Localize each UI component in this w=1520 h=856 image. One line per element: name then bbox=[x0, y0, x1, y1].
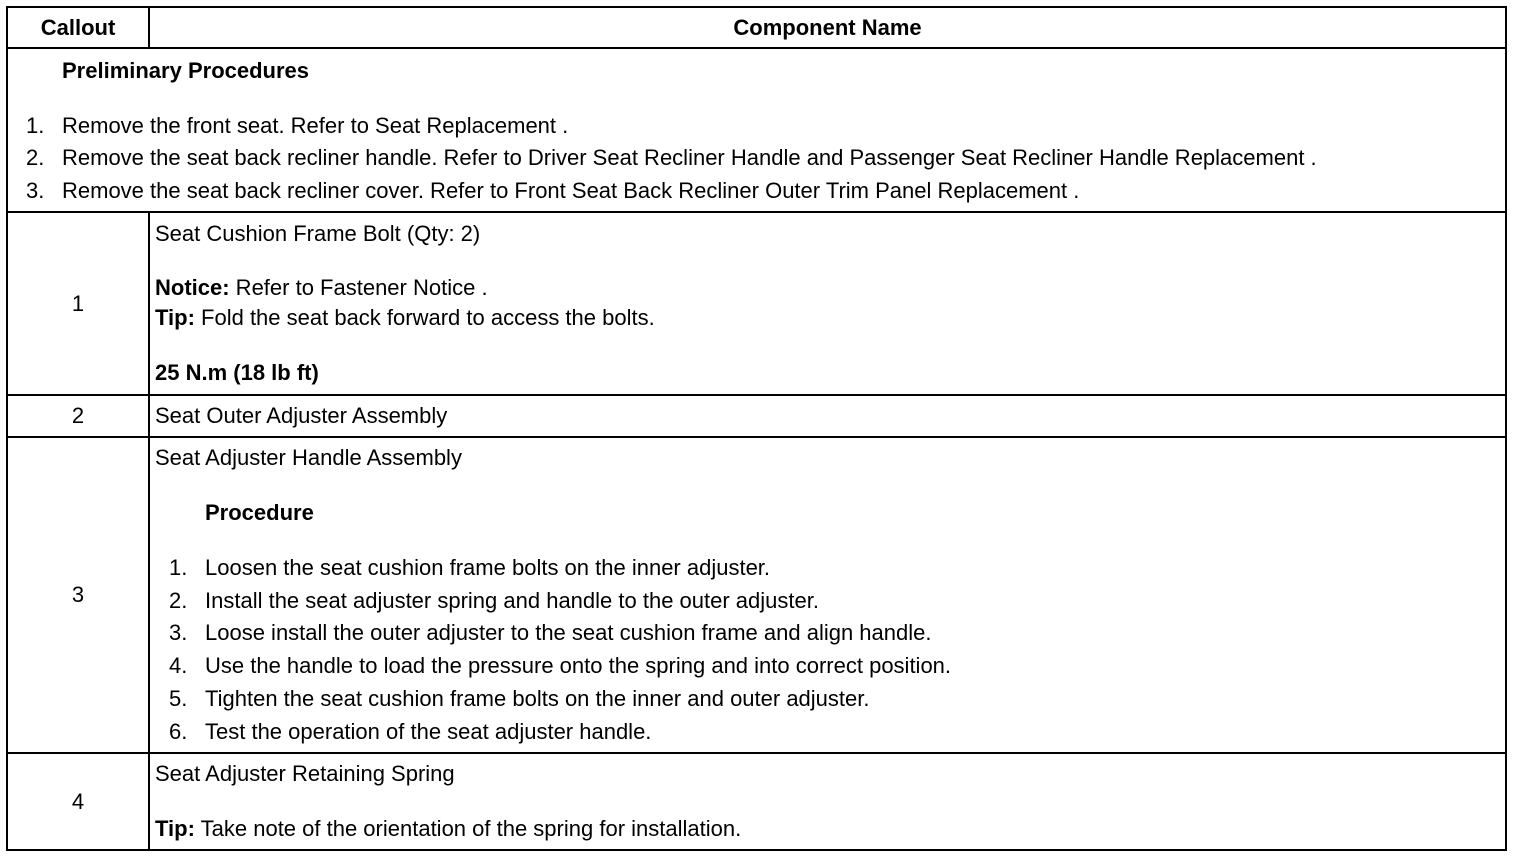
header-callout: Callout bbox=[40, 15, 116, 40]
step-number: 3. bbox=[26, 178, 45, 203]
step-number: 2. bbox=[169, 588, 188, 613]
notice-label: Notice: bbox=[155, 275, 230, 300]
step-text: Remove the front seat. Refer to Seat Replacement . bbox=[62, 113, 569, 138]
tip-line bbox=[155, 816, 741, 842]
tip-line bbox=[155, 305, 655, 331]
row-divider bbox=[8, 47, 1505, 49]
step-number: 2. bbox=[26, 145, 45, 170]
step-number: 1. bbox=[26, 113, 45, 138]
step-text: Loose install the outer adjuster to the seat cushion frame and align handle. bbox=[205, 620, 932, 645]
step-text: Loosen the seat cushion frame bolts on the inner adjuster. bbox=[205, 555, 771, 580]
tip-label: Tip: bbox=[155, 816, 195, 841]
row-divider bbox=[8, 752, 1505, 754]
step-text: Test the operation of the seat adjuster handle. bbox=[205, 719, 652, 744]
component-name: Seat Cushion Frame Bolt (Qty: 2) bbox=[155, 221, 481, 246]
notice-text: Refer to Fastener Notice . bbox=[229, 275, 488, 300]
callout-number: 2 bbox=[71, 403, 85, 428]
step-number: 4. bbox=[169, 653, 188, 678]
component-name: Seat Adjuster Handle Assembly bbox=[155, 445, 462, 470]
callout-number: 4 bbox=[71, 789, 85, 814]
header-component-name: Component Name bbox=[733, 15, 922, 40]
torque-spec: 25 N.m (18 lb ft) bbox=[155, 360, 319, 385]
step-text: Remove the seat back recliner cover. Refer to Front Seat Back Recliner Outer Trim Panel Replacement . bbox=[62, 178, 1080, 203]
step-number: 1. bbox=[169, 555, 188, 580]
row-divider bbox=[8, 436, 1505, 438]
step-text: Tighten the seat cushion frame bolts on the inner and outer adjuster. bbox=[205, 686, 870, 711]
step-number: 5. bbox=[169, 686, 188, 711]
callout-number: 3 bbox=[71, 582, 85, 607]
step-text: Use the handle to load the pressure onto the spring and into correct position. bbox=[205, 653, 952, 678]
callout-number: 1 bbox=[71, 291, 85, 316]
row-divider bbox=[8, 394, 1505, 396]
row-divider bbox=[8, 211, 1505, 213]
component-name: Seat Adjuster Retaining Spring bbox=[155, 761, 455, 786]
tip-label: Tip: bbox=[155, 305, 195, 330]
preliminary-title: Preliminary Procedures bbox=[62, 58, 310, 83]
notice-line bbox=[155, 275, 488, 301]
procedure-title: Procedure bbox=[205, 500, 314, 525]
step-number: 3. bbox=[169, 620, 188, 645]
tip-text: Fold the seat back forward to access the bolts. bbox=[194, 305, 655, 330]
step-text: Install the seat adjuster spring and handle to the outer adjuster. bbox=[205, 588, 819, 613]
step-text: Remove the seat back recliner handle. Refer to Driver Seat Recliner Handle and Passenger Seat Recliner Handle Replacement . bbox=[62, 145, 1317, 170]
tip-text: Take note of the orientation of the spring for installation. bbox=[194, 816, 742, 841]
step-number: 6. bbox=[169, 719, 188, 744]
component-name: Seat Outer Adjuster Assembly bbox=[155, 403, 448, 428]
column-divider bbox=[148, 211, 150, 851]
